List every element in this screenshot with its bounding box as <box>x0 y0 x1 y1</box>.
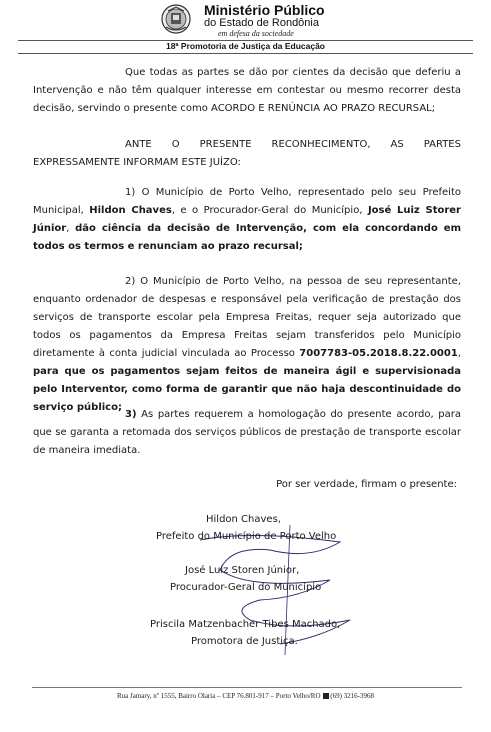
mayor-name: Hildon Chaves <box>89 205 172 216</box>
footer-rule <box>32 687 462 688</box>
word: O <box>171 139 180 150</box>
paragraph-3-text: , e o Procurador-Geral do Município, <box>171 205 368 216</box>
signatory-2-name: José Luiz Storen Júnior, <box>185 565 300 576</box>
paragraph-4-text: , <box>457 348 461 359</box>
paragraph-3 <box>33 184 461 256</box>
phone-icon <box>323 693 329 699</box>
footer <box>0 692 491 700</box>
paragraph-4 <box>33 273 461 417</box>
attorney-name: José Luiz Storer Júnior <box>33 205 461 234</box>
signatory-2-role: Procurador-Geral do Município <box>170 582 322 593</box>
word: AS <box>390 139 404 150</box>
process-number: 7007783-05.2018.8.22.0001 <box>299 348 458 359</box>
department-name: 18ª Promotoria de Justiça da Educação <box>165 41 326 51</box>
footer-address: Rua Jamary, nº 1555, Bairro Olaria – CEP 76.801-917 – Porto Velho/RO <box>116 692 321 700</box>
word: ANTE <box>125 139 152 150</box>
paragraph-1-text: Que todas as partes se dão por cientes da decisão que deferiu a Intervenção e não têm qualquer interesse em contestar ou mesmo recorrer desta decisão, servindo o presente como ACORDO E RENÚNCIA AO PRAZO RECURSAL; <box>33 67 461 114</box>
paragraph-2 <box>33 136 461 172</box>
paragraph-3-bold: dão ciência da decisão de Intervenção, com ela concordando em todos os termos e renunciam ao prazo recursal; <box>33 223 462 252</box>
paragraph-2-line2: EXPRESSAMENTE INFORMAM ESTE JUÍZO: <box>33 157 241 168</box>
footer-phone: (69) 3216-3968 <box>330 692 375 700</box>
word: RECONHECIMENTO, <box>271 139 371 150</box>
org-motto: em defesa da sociedade <box>218 29 294 38</box>
signatory-3-name: Priscila Matzenbacher Tibes Machado, <box>150 619 341 630</box>
org-subtitle: do Estado de Rondônia <box>204 17 319 29</box>
signatory-1-name: Hildon Chaves, <box>206 514 281 525</box>
paragraph-5 <box>33 406 461 460</box>
item-number: 3) <box>125 409 137 420</box>
paragraph-5-text: As partes requerem a homologação do presente acordo, para que se garanta a retomada dos serviços públicos de prestação de transporte escolar de maneira imediata. <box>33 409 461 456</box>
paragraph-1 <box>33 64 461 118</box>
word: PARTES <box>423 139 461 150</box>
paragraph-3-text: , <box>66 223 76 234</box>
org-title: Ministério Público <box>204 2 325 18</box>
signatory-3-role: Promotora de Justiça. <box>191 636 298 647</box>
paragraph-4-bold: para que os pagamentos sejam feitos de maneira ágil e supervisionada pelo Interventor, como forma de garantir que não haja descontinuidade do serviço público; <box>33 366 461 413</box>
signatory-1-role: Prefeito do Município de Porto Velho <box>156 531 337 542</box>
coat-of-arms-icon <box>160 3 192 35</box>
paragraph-4-text: 2) O Município de Porto Velho, na pessoa de seu representante, enquanto ordenador de despesas e responsável pela verificação de prestação dos serviços de transporte escolar pela Empresa Freitas, requer seja autorizado que todos os pagamentos da Empresa Freitas sejam transferidos pelo Município diretamente à conta judicial vinculada ao Processo <box>33 276 461 359</box>
paragraph-3-text: 1) O Município de Porto Velho, representado pelo seu Prefeito Municipal, <box>33 187 461 216</box>
word: PRESENTE <box>199 139 252 150</box>
paragraph-2-line1 <box>33 136 461 154</box>
closing-text: Por ser verdade, firmam o presente: <box>276 479 457 490</box>
header-rule-bottom <box>18 53 473 54</box>
